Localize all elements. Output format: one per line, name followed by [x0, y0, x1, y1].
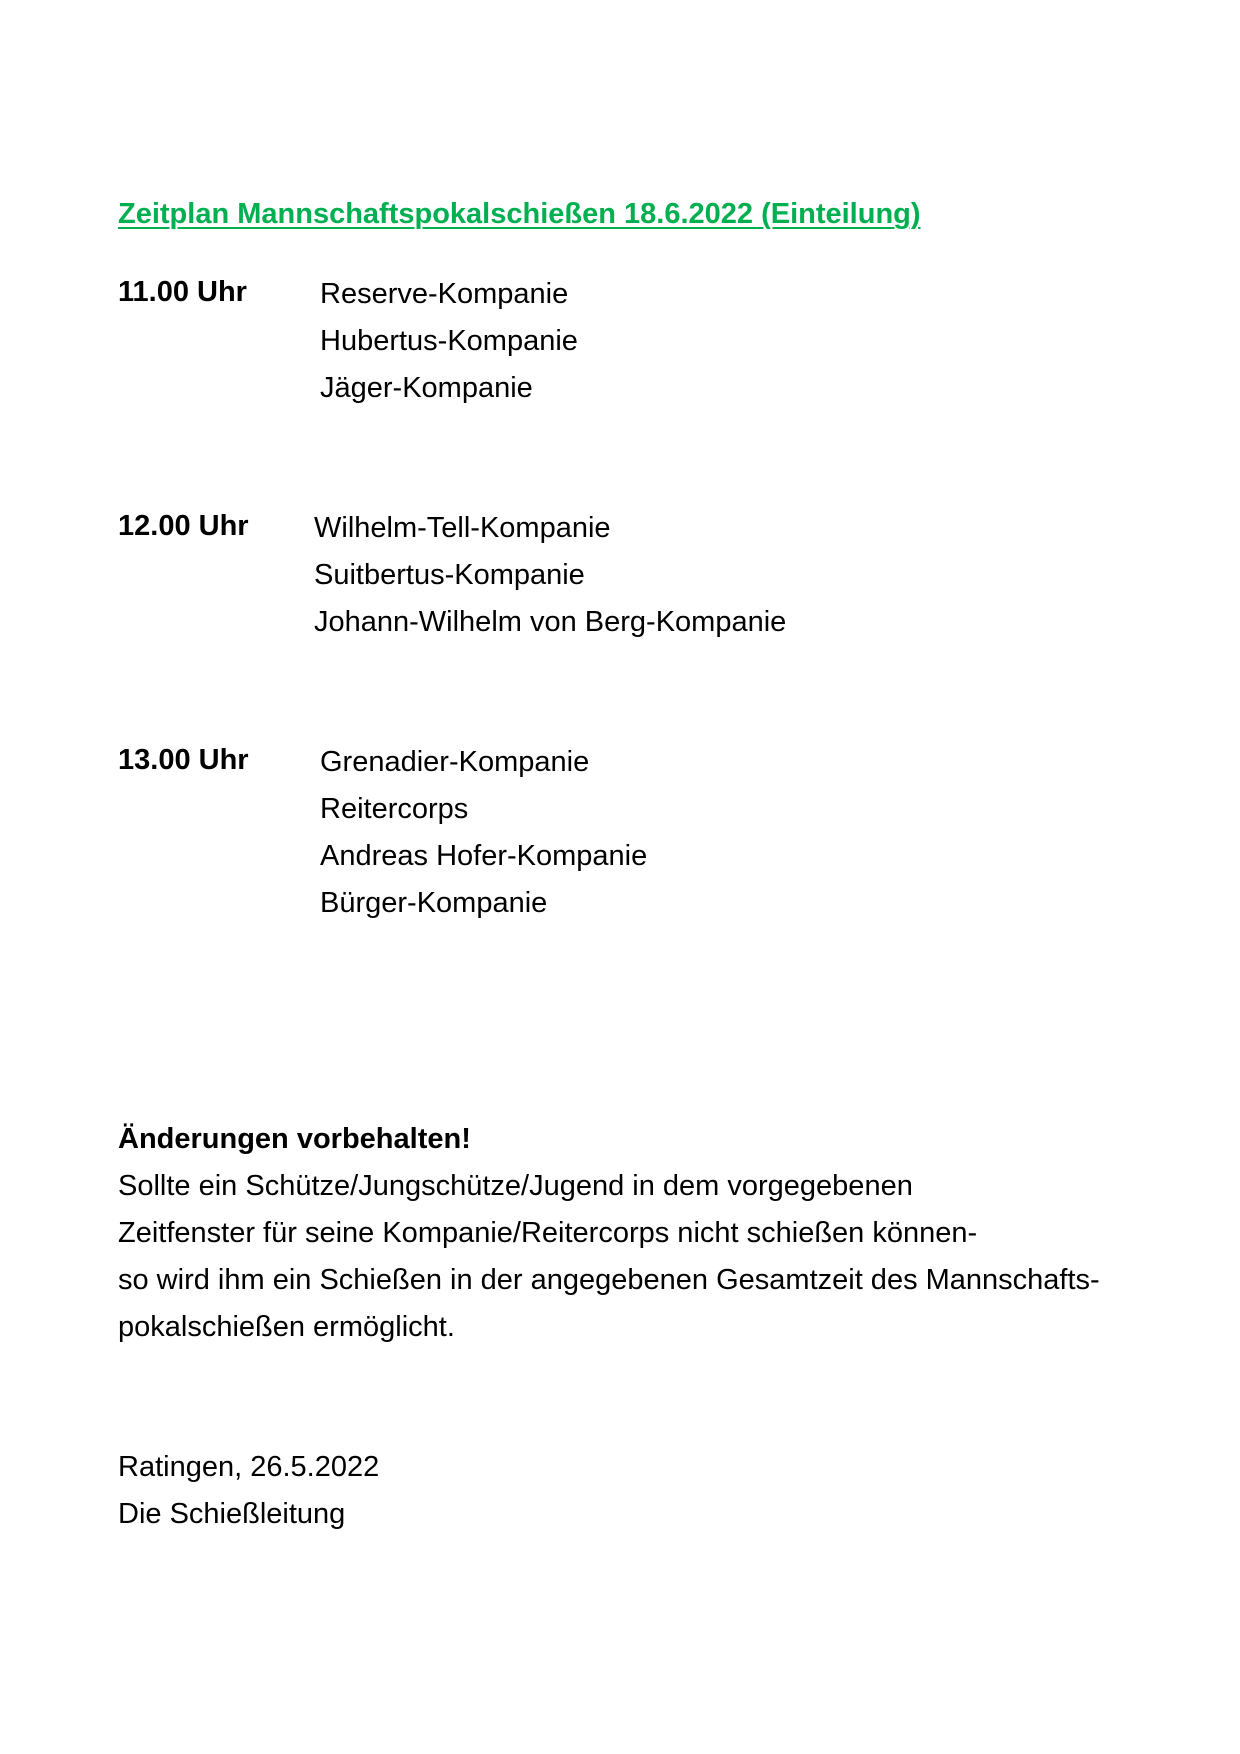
- notice-line: Zeitfenster für seine Kompanie/Reitercorps nicht schießen können-: [118, 1217, 978, 1249]
- company-list: [314, 510, 786, 651]
- company-item: Johann-Wilhelm von Berg-Kompanie: [314, 606, 787, 638]
- notice-line: Sollte ein Schütze/Jungschütze/Jugend in dem vorgegebenen: [118, 1170, 913, 1202]
- company-item: Jäger-Kompanie: [320, 372, 533, 404]
- slot-time: 11.00 Uhr: [118, 276, 247, 308]
- company-item: Wilhelm-Tell-Kompanie: [314, 512, 611, 544]
- company-list: [320, 276, 578, 417]
- notice-line: so wird ihm ein Schießen in der angegebenen Gesamtzeit des Mannschafts-: [118, 1264, 1100, 1296]
- company-list: [320, 744, 647, 932]
- slot-time: 12.00 Uhr: [118, 510, 249, 542]
- place-date: Ratingen, 26.5.2022: [118, 1451, 380, 1483]
- company-item: Andreas Hofer-Kompanie: [320, 840, 648, 872]
- company-item: Grenadier-Kompanie: [320, 746, 590, 778]
- notice-body: [118, 1163, 1198, 1351]
- slot-time: 13.00 Uhr: [118, 744, 249, 776]
- signature-block: [118, 1444, 379, 1538]
- notice-heading: Änderungen vorbehalten!: [118, 1123, 471, 1155]
- notice-section: [118, 1116, 1198, 1351]
- signed-by: Die Schießleitung: [118, 1498, 346, 1530]
- document-title: Zeitplan Mannschaftspokalschießen 18.6.2022 (Einteilung): [118, 198, 921, 230]
- notice-line: pokalschießen ermöglicht.: [118, 1311, 455, 1343]
- company-item: Hubertus-Kompanie: [320, 325, 578, 357]
- company-item: Reitercorps: [320, 793, 469, 825]
- company-item: Reserve-Kompanie: [320, 278, 569, 310]
- company-item: Bürger-Kompanie: [320, 887, 548, 919]
- company-item: Suitbertus-Kompanie: [314, 559, 585, 591]
